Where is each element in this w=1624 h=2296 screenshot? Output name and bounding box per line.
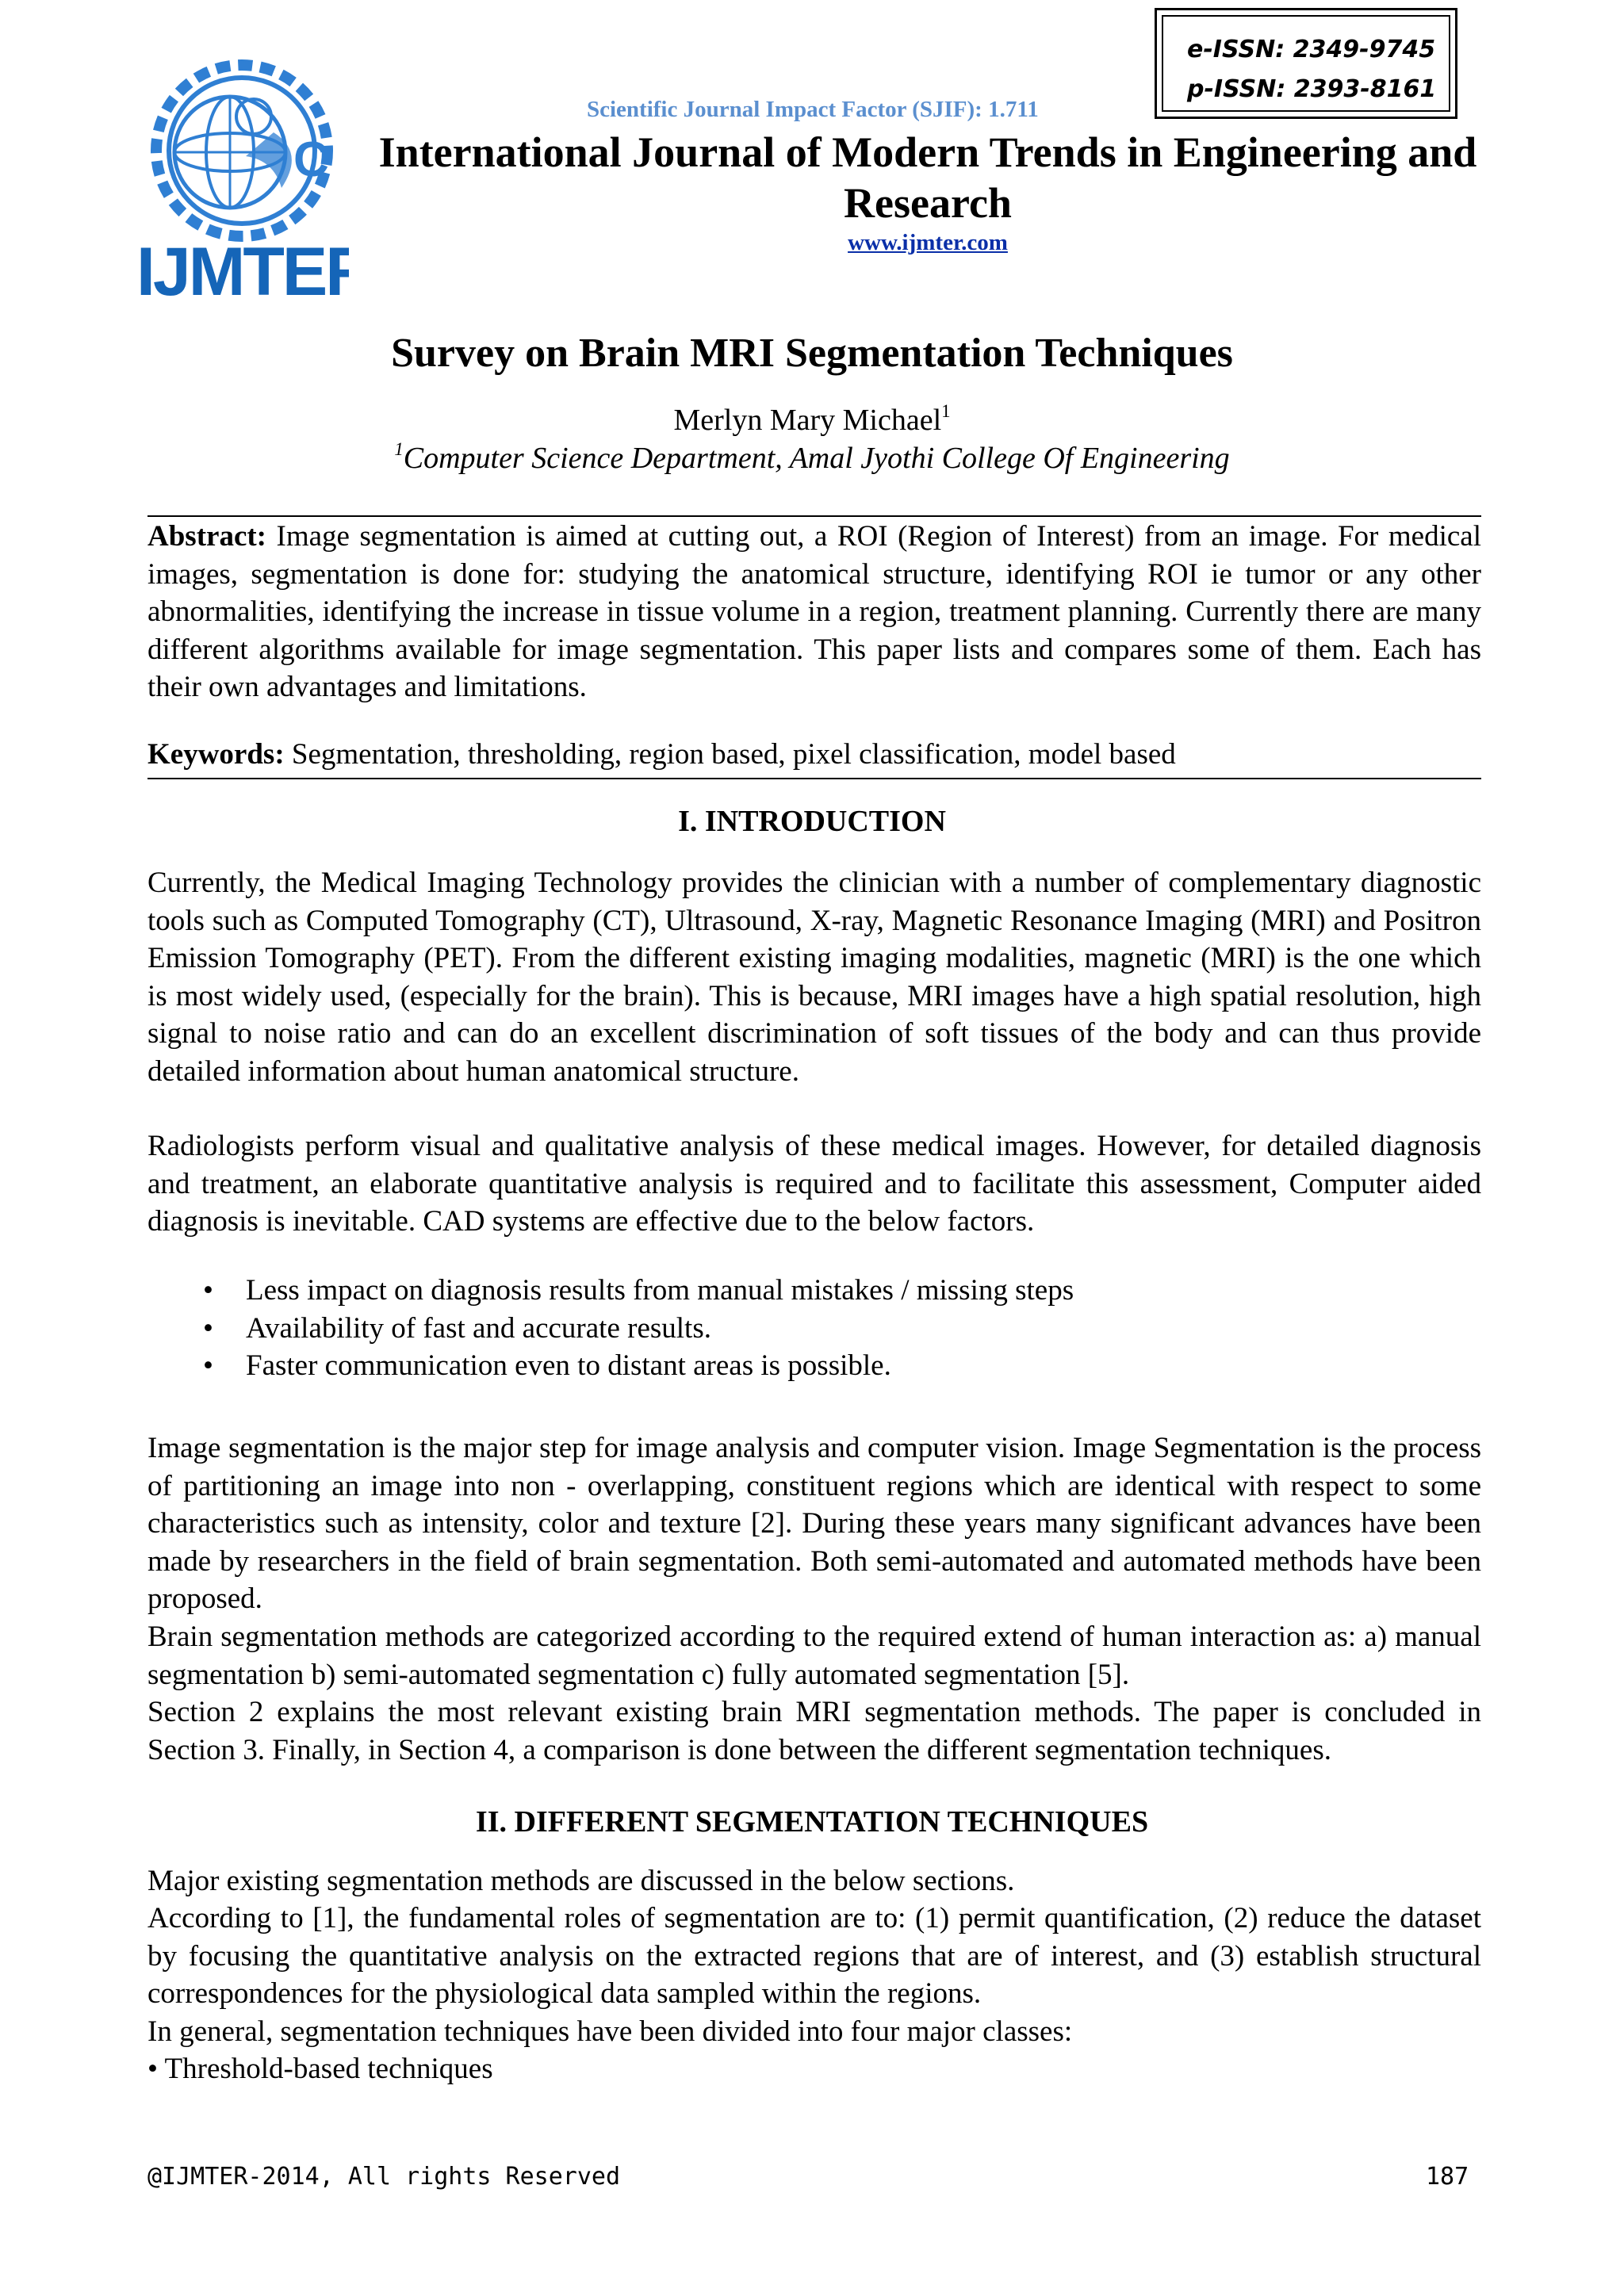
author-name: Merlyn Mary Michael — [673, 404, 942, 437]
e-issn: e-ISSN: 2349-9745 — [1187, 36, 1436, 63]
list-item-text: Faster communication even to distant areas is possible. — [246, 1349, 891, 1382]
list-item — [147, 1272, 1481, 1310]
list-item — [147, 1347, 1481, 1385]
globe-gear-icon — [135, 57, 349, 303]
abstract-label: Abstract: — [147, 520, 267, 553]
section-2-paragraph-2: According to [1], the fundamental roles of segmentation are to: (1) permit quantification, (2) reduce the dataset by focusing the quantitative analysis on the extracted regions that are of interest, and (3) establish structural correspondences for the physiological data sampled within the regions. — [147, 1902, 1481, 2010]
footer-copyright: @IJMTER-2014, All rights Reserved — [147, 2163, 621, 2191]
p-issn: p-ISSN: 2393-8161 — [1187, 75, 1437, 103]
affiliation-superscript: 1 — [394, 439, 404, 460]
affiliation-text: Computer Science Department, Amal Jyothi College Of Engineering — [403, 442, 1230, 475]
journal-title: International Journal of Modern Trends in Engineering and Research — [378, 128, 1477, 227]
intro-paragraph-5: Section 2 explains the most relevant existing brain MRI segmentation methods. The paper is concluded in Section 3. Finally, in Section 4, a comparison is done between the different segmentation techniques. — [147, 1696, 1481, 1766]
list-item — [147, 1310, 1481, 1348]
paper-title: Survey on Brain MRI Segmentation Techniques — [391, 331, 1233, 376]
author-superscript: 1 — [941, 401, 951, 422]
issn-box — [1155, 8, 1457, 119]
page-number: 187 — [1426, 2163, 1469, 2191]
svg-text:C: C — [293, 132, 329, 187]
keywords — [147, 736, 1481, 774]
journal-logo — [135, 57, 349, 303]
keywords-label: Keywords: — [147, 738, 285, 771]
bullet-icon: • — [203, 1311, 213, 1345]
journal-url-link[interactable]: www.ijmter.com — [848, 230, 1008, 255]
impact-factor: Scientific Journal Impact Factor (SJIF): 1.711 — [587, 97, 1039, 122]
section-2-paragraph-4: • Threshold-based techniques — [147, 2053, 493, 2085]
intro-paragraph-4: Brain segmentation methods are categorized according to the required extend of human interaction as: a) manual segmentation b) semi-automated segmentation c) fully automated segmentation [5]. — [147, 1621, 1481, 1691]
abstract — [147, 518, 1481, 706]
bullet-icon: • — [203, 1274, 213, 1307]
intro-paragraph-3: Image segmentation is the major step for image analysis and computer vision. Image Segmentation is the process of partitioning an image into non - overlapping, constituent regions which are identical with respect to some characteristics such as intensity, color and texture [2]. During these years many significant advances have been made by researchers in the field of brain segmentation. Both semi-automated and automated methods have been proposed. — [147, 1432, 1481, 1615]
affiliation-line — [0, 441, 1624, 476]
keywords-text: Segmentation, thresholding, region based, pixel classification, model based — [284, 738, 1176, 771]
author-line — [0, 403, 1624, 438]
list-item-text: Less impact on diagnosis results from manual mistakes / missing steps — [246, 1274, 1074, 1307]
intro-paragraph-2: Radiologists perform visual and qualitative analysis of these medical images. However, for detailed diagnosis and treatment, an elaborate quantitative analysis is required and to facilitate this assessment, Computer aided diagnosis is inevitable. CAD systems are effective due to the below factors. — [147, 1130, 1481, 1238]
cad-factors-list — [147, 1272, 1481, 1385]
section-2-heading: II. DIFFERENT SEGMENTATION TECHNIQUES — [475, 1805, 1149, 1839]
abstract-top-rule — [147, 515, 1481, 517]
intro-paragraph-1: Currently, the Medical Imaging Technology provides the clinician with a number of complementary diagnostic tools such as Computed Tomography (CT), Ultrasound, X-ray, Magnetic Resonance Imaging (MRI) and Positron Emission Tomography (PET). From the different existing imaging modalities, magnetic (MRI) is the one which is most widely used, (especially for the brain). This is because, MRI images have a high spatial resolution, high signal to noise ratio and can do an excellent discrimination of soft tissues of the body and can thus provide detailed information about human anatomical structure. — [147, 867, 1481, 1088]
bullet-icon: • — [203, 1349, 213, 1382]
keywords-bottom-rule — [147, 778, 1481, 779]
section-2-paragraph-1: Major existing segmentation methods are discussed in the below sections. — [147, 1865, 1015, 1897]
logo-wordmark: IJMTER — [136, 234, 349, 303]
abstract-text: Image segmentation is aimed at cutting out, a ROI (Region of Interest) from an image. For medical images, segmentation is done for: studying the anatomical structure, identifying ROI ie tumor or any other abnormalities, identifying the increase in tissue volume in a region, treatment planning. Currently there are many different algorithms available for image segmentation. This paper lists and compares some of them. Each has their own advantages and limitations. — [147, 520, 1481, 703]
list-item-text: Availability of fast and accurate results. — [246, 1311, 711, 1345]
section-1-heading: I. INTRODUCTION — [678, 805, 946, 838]
section-2-paragraph-3: In general, segmentation techniques have been divided into four major classes: — [147, 2015, 1073, 2048]
